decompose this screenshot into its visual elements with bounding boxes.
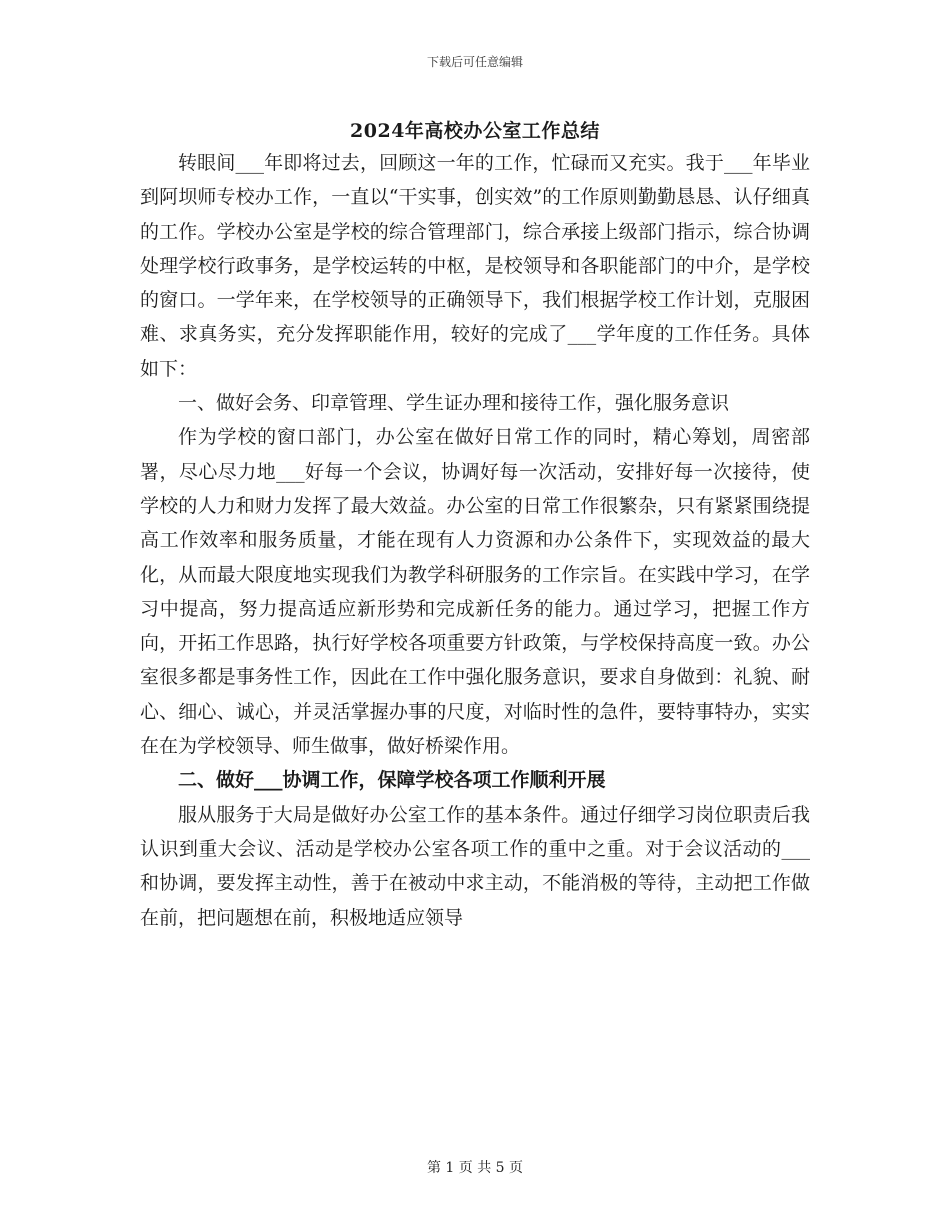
paragraph-intro: 转眼间___年即将过去，回顾这一年的工作，忙碌而又充实。我于___年毕业到阿坝师专校办工作，一直以“干实事，创实效”的工作原则勤勤恳恳、认仔细真的工作。学校办公室是学校的综合管理部门，综合承接上级部门指示，综合协调处理学校行政事务，是学校运转的中枢，是校领导和各职能部门的中介，是学校的窗口。一学年来，在学校领导的正确领导下，我们根据学校工作计划，克服困难、求真务实，充分发挥职能作用，较好的完成了___学年度的工作任务。具体如下： — [140, 152, 810, 380]
paragraph-section-2: 服从服务于大局是做好办公室工作的基本条件。通过仔细学习岗位职责后我认识到重大会议、活动是学校办公室各项工作的重中之重。对于会议活动的___和协调，要发挥主动性，善于在被动中求主动，不能消极的等待，主动把工作做在前，把问题想在前，积极地适应领导 — [140, 803, 810, 929]
document-body — [140, 146, 810, 935]
header-note: 下载后可任意编辑 — [426, 55, 523, 69]
paragraph-section-1: 作为学校的窗口部门，办公室在做好日常工作的同时，精心筹划，周密部署，尽心尽力地___好每一个会议，协调好每一次活动，安排好每一次接待，使学校的人力和财力发挥了最大效益。办公室的日常工作很繁杂，只有紧紧围绕提高工作效率和服务质量，才能在现有人力资源和办公条件下，实现效益的最大化，从而最大限度地实现我们为教学科研服务的工作宗旨。在实践中学习，在学习中提高，努力提高适应新形势和完成新任务的能力。通过学习，把握工作方向，开拓工作思路，执行好学校各项重要方针政策，与学校保持高度一致。办公室很多都是事务性工作，因此在工作中强化服务意识，要求自身做到：礼貌、耐心、细心、诚心，并灵活掌握办事的尺度，对临时性的急件，要特事特办，实实在在为学校领导、师生做事，做好桥梁作用。 — [140, 426, 810, 758]
section-heading-2: 二、做好___协调工作，保障学校各项工作顺利开展 — [178, 769, 606, 792]
section-heading-1: 一、做好会务、印章管理、学生证办理和接待工作，强化服务意识 — [178, 392, 730, 415]
page-number: 第 1 页 共 5 页 — [426, 1160, 524, 1176]
document-title: 2024年高校办公室工作总结 — [350, 120, 600, 142]
